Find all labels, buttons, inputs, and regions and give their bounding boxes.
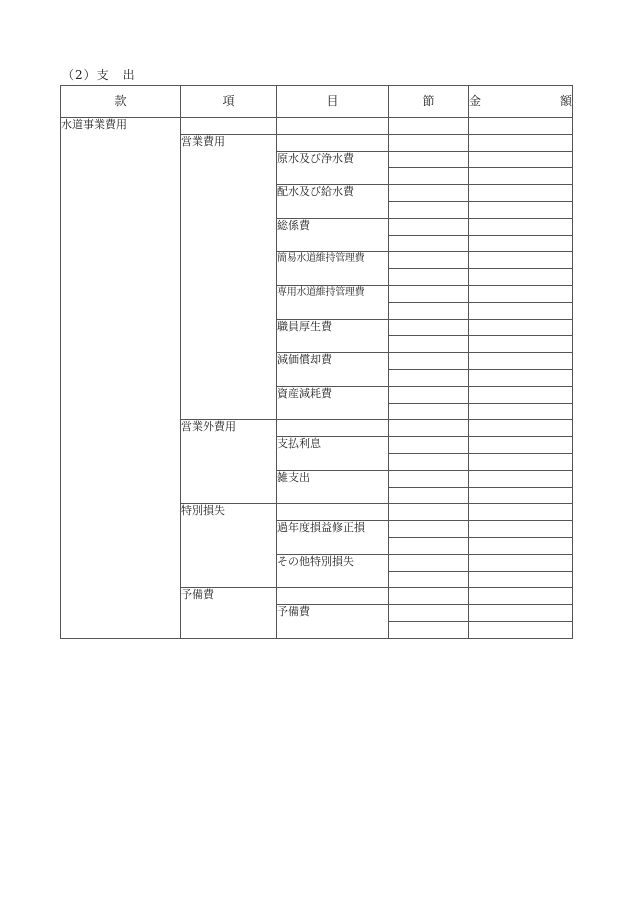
setsu-cell <box>389 285 469 302</box>
setsu-cell <box>389 621 469 638</box>
amount-cell <box>469 218 573 235</box>
amount-cell <box>469 185 573 202</box>
kou-cell: 予備費 <box>181 588 277 638</box>
amount-cell <box>469 470 573 487</box>
amount-cell <box>469 201 573 218</box>
moku-cell: 減価償却費 <box>277 353 389 387</box>
amount-cell <box>469 302 573 319</box>
kou-cell: 営業外費用 <box>181 420 277 504</box>
setsu-cell <box>389 453 469 470</box>
amount-cell <box>469 134 573 151</box>
setsu-cell <box>389 588 469 605</box>
setsu-cell <box>389 504 469 521</box>
moku-cell: 原水及び浄水費 <box>277 151 389 185</box>
moku-cell: 資産減耗費 <box>277 386 389 420</box>
amount-cell <box>469 621 573 638</box>
header-kin: 金 <box>469 93 482 108</box>
moku-cell: 職員厚生費 <box>277 319 389 353</box>
amount-cell <box>469 386 573 403</box>
amount-cell <box>469 437 573 454</box>
moku-cell: 過年度損益修正損 <box>277 521 389 555</box>
amount-cell <box>469 319 573 336</box>
setsu-cell <box>389 336 469 353</box>
amount-cell <box>469 420 573 437</box>
setsu-cell <box>389 369 469 386</box>
amount-cell <box>469 369 573 386</box>
setsu-cell <box>389 319 469 336</box>
setsu-cell <box>389 537 469 554</box>
header-kou: 項 <box>181 86 277 118</box>
setsu-cell <box>389 437 469 454</box>
amount-cell <box>469 403 573 420</box>
amount-cell <box>469 151 573 168</box>
section-title: （2）支 出 <box>62 68 136 82</box>
expenditure-table <box>60 85 573 639</box>
header-kan: 款 <box>61 86 181 118</box>
setsu-cell <box>389 386 469 403</box>
setsu-cell <box>389 151 469 168</box>
setsu-cell <box>389 353 469 370</box>
setsu-cell <box>389 302 469 319</box>
amount-cell <box>469 605 573 622</box>
moku-cell: 専用水道維持管理費 <box>277 285 389 319</box>
amount-cell <box>469 252 573 269</box>
moku-cell: 簡易水道維持管理費 <box>277 252 389 286</box>
setsu-cell <box>389 168 469 185</box>
header-gaku: 額 <box>559 93 572 108</box>
setsu-cell <box>389 218 469 235</box>
kan-cell: 水道事業費用 <box>61 118 181 639</box>
setsu-cell <box>389 554 469 571</box>
moku-cell: 総係費 <box>277 218 389 252</box>
setsu-cell <box>389 269 469 286</box>
header-setsu: 節 <box>389 86 469 118</box>
setsu-cell <box>389 605 469 622</box>
amount-cell <box>469 521 573 538</box>
moku-cell: 雑支出 <box>277 470 389 504</box>
header-kingaku <box>469 86 573 118</box>
amount-cell <box>469 588 573 605</box>
setsu-cell <box>389 470 469 487</box>
amount-cell <box>469 118 573 135</box>
amount-cell <box>469 453 573 470</box>
amount-cell <box>469 353 573 370</box>
amount-cell <box>469 168 573 185</box>
setsu-cell <box>389 118 469 135</box>
setsu-cell <box>389 252 469 269</box>
moku-cell: 配水及び給水費 <box>277 185 389 219</box>
setsu-cell <box>389 403 469 420</box>
amount-cell <box>469 554 573 571</box>
setsu-cell <box>389 487 469 504</box>
amount-cell <box>469 504 573 521</box>
moku-cell: 予備費 <box>277 605 389 639</box>
setsu-cell <box>389 521 469 538</box>
setsu-cell <box>389 235 469 252</box>
amount-cell <box>469 537 573 554</box>
amount-cell <box>469 235 573 252</box>
moku-cell: その他特別損失 <box>277 554 389 588</box>
kou-cell: 特別損失 <box>181 504 277 588</box>
table-row <box>61 118 573 135</box>
kou-cell: 営業費用 <box>181 134 277 420</box>
setsu-cell <box>389 420 469 437</box>
setsu-cell <box>389 201 469 218</box>
setsu-cell <box>389 134 469 151</box>
amount-cell <box>469 269 573 286</box>
moku-cell: 支払利息 <box>277 437 389 471</box>
amount-cell <box>469 487 573 504</box>
header-row <box>61 86 573 118</box>
amount-cell <box>469 571 573 588</box>
amount-cell <box>469 336 573 353</box>
header-moku: 目 <box>277 86 389 118</box>
setsu-cell <box>389 571 469 588</box>
amount-cell <box>469 285 573 302</box>
setsu-cell <box>389 185 469 202</box>
